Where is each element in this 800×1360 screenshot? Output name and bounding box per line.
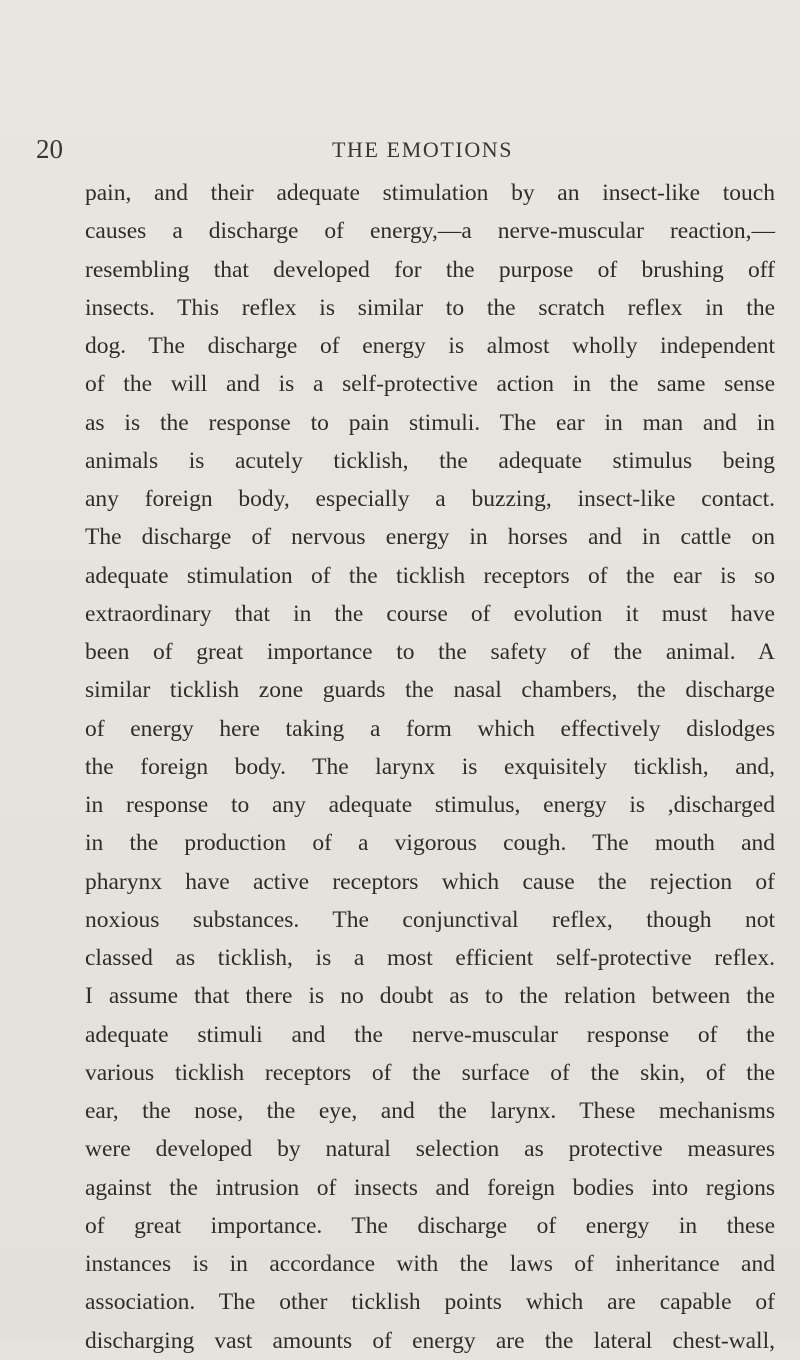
text-line: ear, the nose, the eye, and the larynx. These mechanisms xyxy=(85,1098,775,1124)
text-line: extraordinary that in the course of evolution it must have xyxy=(85,600,775,627)
text-line: adequate stimuli and the nerve-muscular response of the xyxy=(85,1021,775,1048)
body-text xyxy=(85,174,775,1360)
text-line: dog. The discharge of energy is almost wholly independent xyxy=(85,333,775,359)
text-line: The discharge of nervous energy in horses and in cattle on xyxy=(85,524,775,551)
text-line: against the intrusion of insects and foreign bodies into regions xyxy=(85,1174,775,1201)
text-line: various ticklish receptors of the surface of the skin, of the xyxy=(85,1059,775,1086)
page-number: 20 xyxy=(36,134,63,164)
running-head xyxy=(0,132,800,166)
text-line: association. The other ticklish points which are capable of xyxy=(85,1289,775,1316)
text-line: instances is in accordance with the laws of inheritance and xyxy=(85,1251,775,1277)
text-line: pain, and their adequate stimulation by an insect-like touch xyxy=(85,180,775,206)
text-line: resembling that developed for the purpose of brushing off xyxy=(85,256,775,283)
text-line: as is the response to pain stimuli. The ear in man and in xyxy=(85,409,775,436)
text-line: discharging vast amounts of energy are the lateral chest-wall, xyxy=(85,1327,775,1354)
text-line: adequate stimulation of the ticklish receptors of the ear is so xyxy=(85,562,775,589)
text-line: of the will and is a self-protective action in the same sense xyxy=(85,371,775,398)
text-line: in response to any adequate stimulus, energy is ,discharged xyxy=(85,792,775,818)
text-line: pharynx have active receptors which cause the rejection of xyxy=(85,868,775,895)
text-line: similar ticklish zone guards the nasal chambers, the discharge xyxy=(85,677,775,704)
text-line: the foreign body. The larynx is exquisitely ticklish, and, xyxy=(85,753,775,780)
text-line: any foreign body, especially a buzzing, insect-like contact. xyxy=(85,486,775,512)
text-line: in the production of a vigorous cough. The mouth and xyxy=(85,830,775,857)
text-line: I assume that there is no doubt as to the relation between the xyxy=(85,983,775,1010)
text-line: of great importance. The discharge of energy in these xyxy=(85,1212,775,1239)
text-line: causes a discharge of energy,—a nerve-muscular reaction,— xyxy=(85,218,775,245)
text-line: been of great importance to the safety of the animal. A xyxy=(85,639,775,665)
running-title: THE EMOTIONS xyxy=(332,137,514,162)
text-line: insects. This reflex is similar to the scratch reflex in the xyxy=(85,294,775,321)
text-line: noxious substances. The conjunctival reflex, though not xyxy=(85,906,775,933)
text-line: were developed by natural selection as protective measures xyxy=(85,1136,775,1163)
text-line: of energy here taking a form which effectively dislodges xyxy=(85,715,775,742)
text-line: classed as ticklish, is a most efficient self-protective reflex. xyxy=(85,945,775,971)
text-line: animals is acutely ticklish, the adequate stimulus being xyxy=(85,447,775,474)
